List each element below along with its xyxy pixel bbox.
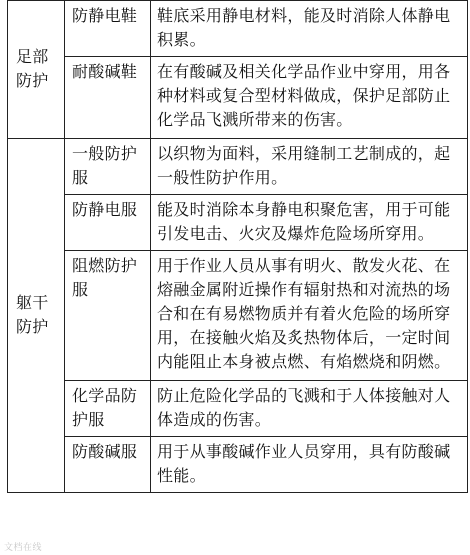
- item-cell: 防静电鞋: [65, 1, 151, 57]
- description-cell: 防止危险化学品的飞溅和于人体接触对人体造成的伤害。: [151, 381, 468, 437]
- item-cell: 防酸碱服: [65, 437, 151, 493]
- item-cell: 一般防护服: [65, 139, 151, 195]
- table-row: [8, 195, 468, 251]
- item-cell: 耐酸碱鞋: [65, 57, 151, 139]
- category-cell: 足部防护: [8, 1, 65, 139]
- description-cell: 能及时消除本身静电积聚危害，用于可能引发电击、火灾及爆炸危险场所穿用。: [151, 195, 468, 251]
- description-cell: 以织物为面料，采用缝制工艺制成的，起一般性防护作用。: [151, 139, 468, 195]
- item-cell: 化学品防护服: [65, 381, 151, 437]
- description-cell: 用于作业人员从事有明火、散发火花、在熔融金属附近操作有辐射热和对流热的场合和在有易燃物质并有着火危险的场所穿用，在接触火焰及炙热物体后，一定时间内能阻止本身被点燃、有焰燃烧和阴燃。: [151, 251, 468, 381]
- table-row: [8, 139, 468, 195]
- watermark: 文档在线: [4, 543, 43, 553]
- table-row: [8, 381, 468, 437]
- description-cell: 在有酸碱及相关化学品作业中穿用，用各种材料或复合型材料做成，保护足部防止化学品飞溅所带来的伤害。: [151, 57, 468, 139]
- table-row: [8, 1, 468, 57]
- description-cell: 用于从事酸碱作业人员穿用，具有防酸碱性能。: [151, 437, 468, 493]
- table-row: [8, 437, 468, 493]
- table-row: [8, 57, 468, 139]
- description-cell: 鞋底采用静电材料，能及时消除人体静电积累。: [151, 1, 468, 57]
- ppe-table: [7, 0, 468, 493]
- category-cell: 躯干防护: [8, 139, 65, 493]
- item-cell: 防静电服: [65, 195, 151, 251]
- table-row: [8, 251, 468, 381]
- item-cell: 阻燃防护服: [65, 251, 151, 381]
